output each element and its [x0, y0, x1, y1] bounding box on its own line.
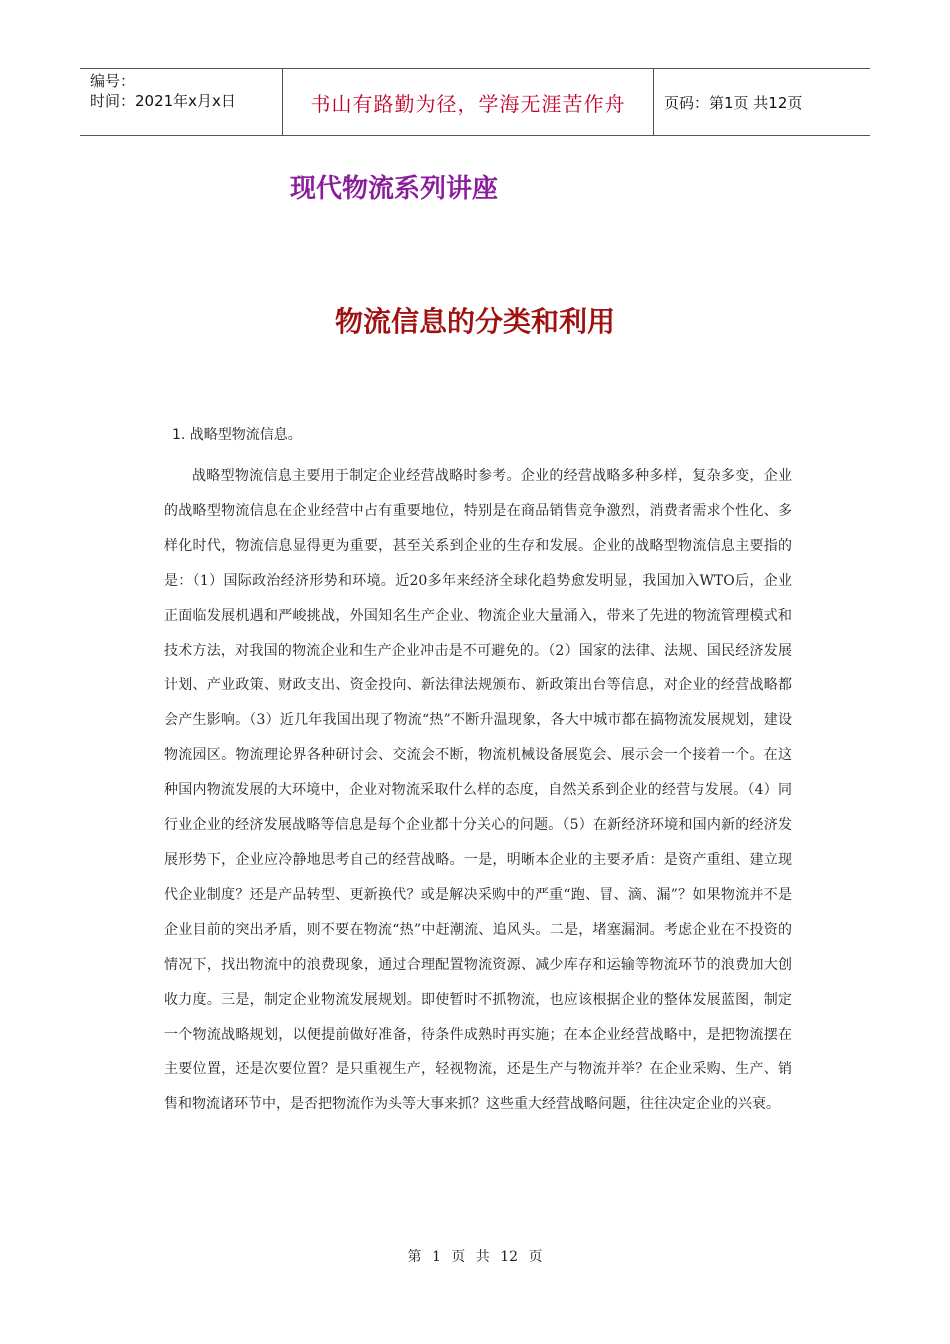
document-number-label: 编号： [90, 72, 136, 90]
section-heading: 1. 战略型物流信息。 [172, 427, 302, 443]
document-date-label: 时间：2021年x月x日 [90, 92, 236, 110]
series-title: 现代物流系列讲座 [290, 174, 499, 204]
header-motto: 书山有路勤为径，学海无涯苦作舟 [282, 69, 654, 135]
main-title: 物流信息的分类和利用 [334, 305, 615, 338]
header-page-info: 页码：第1页 共12页 [664, 93, 803, 112]
body-paragraph: 战略型物流信息主要用于制定企业经营战略时参考。企业的经营战略多种多样，复杂多变，企业的战略型物流信息在企业经营中占有重要地位，特别是在商品销售竞争激烈，消费者需求个性化、多样化时代，物流信息显得更为重要，甚至关系到企业的生存和发展。企业的战略型物流信息主要指的是：（1）国际政治经济形势和环境。近20多年来经济全球化趋势愈发明显，我国加入WTO后，企业正面临发展机遇和严峻挑战，外国知名生产企业、物流企业大量涌入，带来了先进的物流管理模式和技术方法，对我国的物流企业和生产企业冲击是不可避免的。（2）国家的法律、法规、国民经济发展计划、产业政策、财政支出、资金投向、新法律法规颁布、新政策出台等信息，对企业的经营战略都会产生影响。（3）近几年我国出现了物流“热”不断升温现象，各大中城市都在搞物流发展规划，建设物流园区。物流理论界各种研讨会、交流会不断，物流机械设备展览会、展示会一个接着一个。在这种国内物流发展的大环境中，企业对物流采取什么样的态度，自然关系到企业的经营与发展。（4）同行业企业的经济发展战略等信息是每个企业都十分关心的问题。（5）在新经济环境和国内新的经济发展形势下，企业应冷静地思考自己的经营战略。一是，明晰本企业的主要矛盾：是资产重组、建立现代企业制度？还是产品转型、更新换代？或是解决采购中的严重“跑、冒、滴、漏”？如果物流并不是企业目前的突出矛盾，则不要在物流“热”中赶潮流、追风头。二是，堵塞漏洞。考虑企业在不投资的情况下，找出物流中的浪费现象，通过合理配置物流资源、减少库存和运输等物流环节的浪费加大创收力度。三是，制定企业物流发展规划。即使暂时不抓物流，也应该根据企业的整体发展蓝图，制定一个物流战略规划，以便提前做好准备，待条件成熟时再实施；在本企业经营战略中，是把物流摆在主要位置，还是次要位置？是只重视生产，轻视物流，还是生产与物流并举？在企业采购、生产、销售和物流诸环节中，是否把物流作为头等大事来抓？这些重大经营战略问题，往往决定企业的兴衰。 [164, 468, 792, 1113]
header-table [80, 68, 870, 136]
header-meta-cell [80, 69, 282, 135]
page-footer: 第 1 页 共 12 页 [407, 1249, 543, 1265]
